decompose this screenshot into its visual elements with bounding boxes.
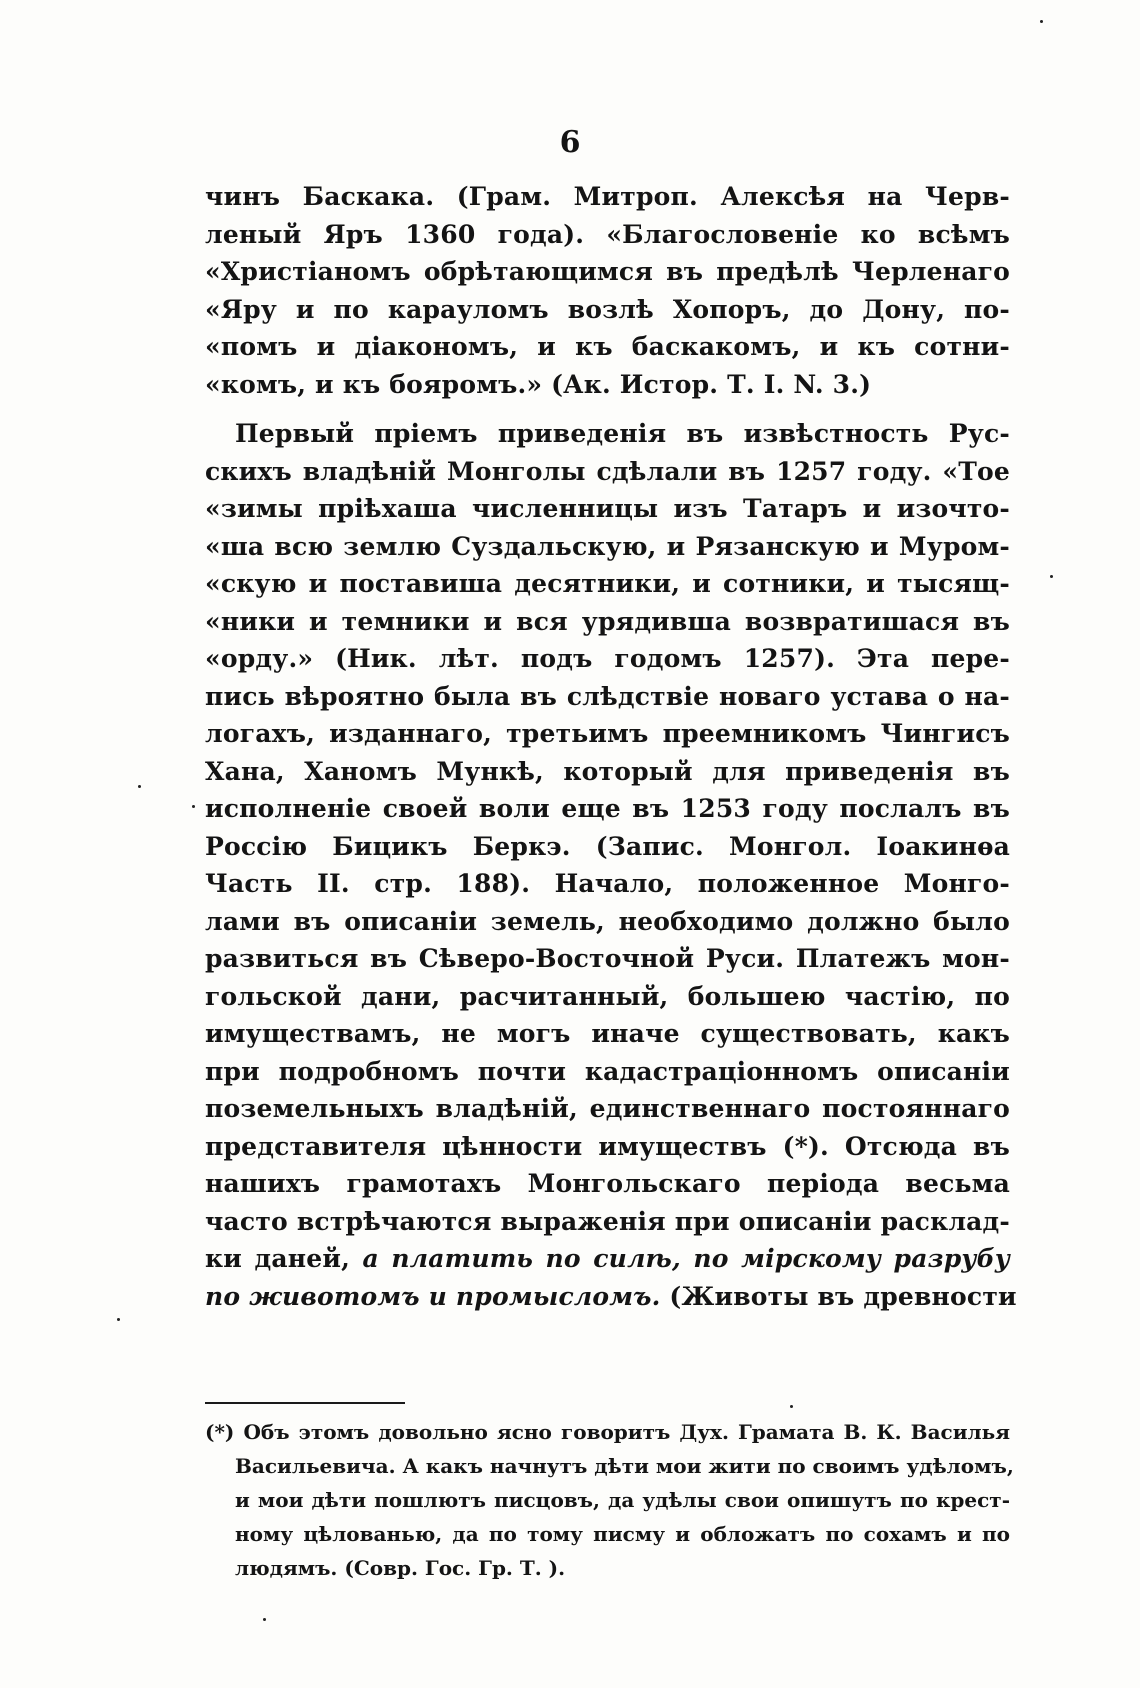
text-line: лами въ описаніи земель, необходимо должно было [205,906,1010,936]
italic-quote: по животомъ и промысломъ. [205,1281,661,1311]
text-line: Часть II. стр. 188). Начало, положенное Монго- [205,869,1010,898]
text-line: «Яру и по карауломъ возлѣ Хопоръ, до Дону, по- [205,294,1010,324]
text-line: часто встрѣчаются выраженія при описаніи расклад- [205,1206,1010,1236]
footnote-line: Васильевича. А какъ начнутъ дѣти мои жити по своимъ удѣломъ, [235,1454,1014,1478]
text-line: поземельныхъ владѣній, единственнаго постояннаго [205,1094,1010,1123]
text-line: «Христіаномъ обрѣтающимся въ предѣлѣ Черленаго [205,257,1010,286]
print-speck [138,785,141,788]
text-line: «орду.» (Ник. лѣт. подъ годомъ 1257). Эта пере- [205,644,1010,673]
text-line: представителя цѣнности имуществъ (*). Отсюда въ [205,1131,1010,1161]
text-line: «скую и поставиша десятники, и сотники, и тысящ- [205,569,1010,598]
text-line: «комъ, и къ бояромъ.» (Ак. Истор. Т. I. N. 3.) [205,369,872,399]
print-speck [117,1318,120,1321]
footnote-line: и мои дѣти пошлютъ писцовъ, да удѣлы свои опишутъ по крест- [235,1488,1010,1512]
text-line: «помъ и діакономъ, и къ баскакомъ, и къ сотни- [205,332,1010,361]
text-line: при подробномъ почти кадастраціонномъ описаніи [205,1056,1010,1086]
text-segment: ки даней, [205,1244,363,1273]
text-line: гольской дани, расчитанный, большею частію, по [205,981,1010,1011]
footnote [205,1415,1014,1585]
italic-quote: а платить по силѣ, по мірскому разрубу [362,1244,1010,1273]
text-line: чинъ Баскака. (Грам. Митроп. Алексѣя на Черв- [205,182,1010,211]
text-line: нашихъ грамотахъ Монгольскаго періода весьма [205,1169,1010,1198]
print-speck [1040,20,1043,23]
text-line: «зимы пріѣхаша численницы изъ Татаръ и изочто- [205,494,1010,523]
text-line: пись вѣроятно была въ слѣдствіе новаго устава о на- [205,681,1010,711]
paragraph-1 [205,178,1010,403]
text-line: «ники и темники и вся урядивша возвратишася въ [205,606,1010,636]
main-text [205,178,1017,1315]
text-line: логахъ, изданнаго, третьимъ преемникомъ Чингисъ [205,719,1010,748]
footnote-line: ному цѣлованью, да по тому писму и обложатъ по сохамъ и по [235,1522,1010,1546]
text-line [205,1278,1017,1316]
text-line: «ша всю землю Суздальскую, и Рязанскую и Муром- [205,531,1010,561]
print-speck [790,1405,793,1408]
footnote-line: (*) Объ этомъ довольно ясно говоритъ Дух. Грамата В. К. Василья [205,1420,1010,1444]
print-speck [263,1618,266,1621]
print-speck [1050,575,1053,578]
print-speck [192,805,195,808]
footnote-divider [205,1402,405,1404]
text-line: Первый пріемъ приведенія въ извѣстность Рус- [235,419,1010,448]
text-segment: (Животы въ древности [660,1281,1017,1311]
text-line: развиться въ Сѣверо-Восточной Руси. Платежъ мон- [205,944,1010,973]
text-line: леный Яръ 1360 года). «Благословеніе ко всѣмъ [205,219,1010,249]
footnote-line: людямъ. (Совр. Гос. Гр. Т. ). [235,1556,566,1580]
page-number: 6 [559,125,581,160]
text-line: Россію Бицикъ Беркэ. (Запис. Монгол. Іоакинѳа [205,831,1010,861]
text-line: скихъ владѣній Монголы сдѣлали въ 1257 году. «Тое [205,456,1010,486]
text-line: Хана, Ханомъ Мункѣ, который для приведенія въ [205,756,1010,786]
text-line [205,1240,1010,1278]
text-line: исполненіе своей воли еще въ 1253 году послалъ въ [205,794,1010,823]
paragraph-2 [205,415,1017,1315]
text-line: имуществамъ, не могъ иначе существовать, какъ [205,1019,1010,1048]
